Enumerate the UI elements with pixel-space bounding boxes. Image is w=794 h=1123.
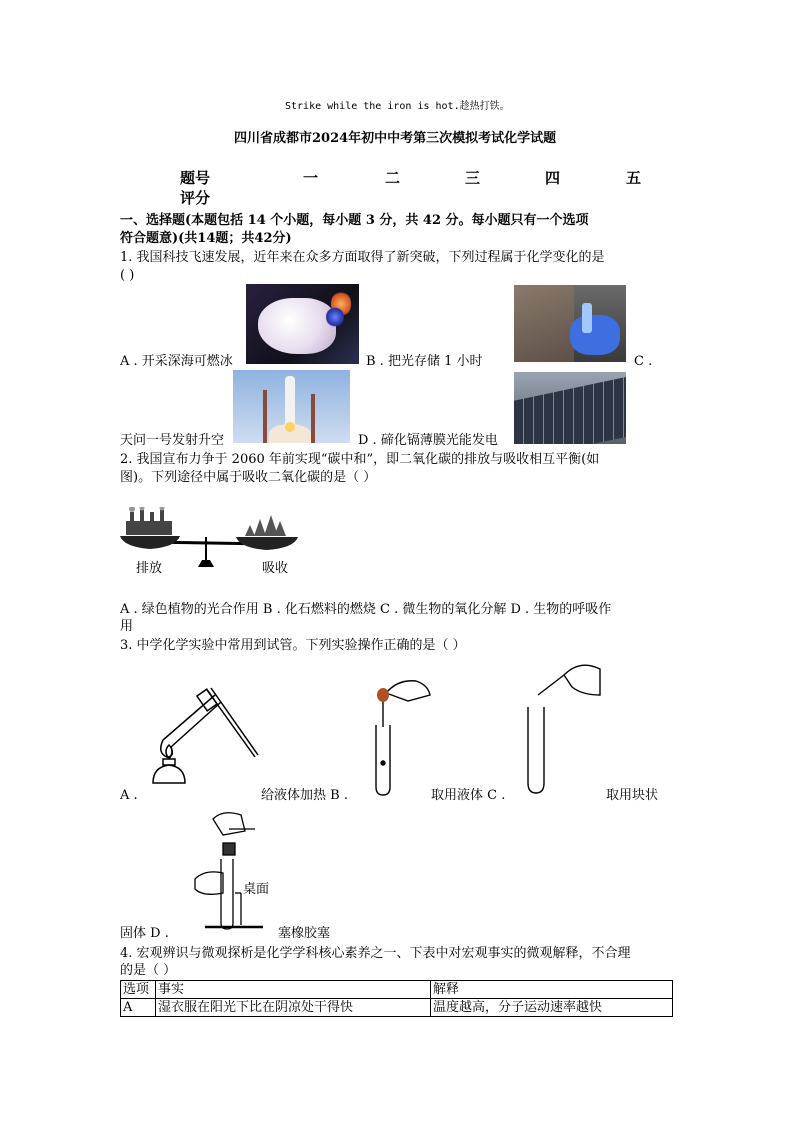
score-col-1: 一 [303, 169, 319, 187]
forest-icon [245, 515, 286, 536]
score-row-label-number: 题号 [180, 169, 211, 187]
q3-option-b-label: 取用液体 C . [431, 788, 506, 803]
score-row-label-score: 评分 [180, 189, 211, 207]
score-col-2: 二 [385, 169, 401, 187]
q1-option-a: A . 开采深海可燃冰 [120, 354, 233, 369]
q2-options-line1: A . 绿色植物的光合作用 B . 化石燃料的燃烧 C . 微生物的氧化分解 D . 生物的呼吸作 [120, 602, 612, 617]
q1-stem-line1: 1. 我国科技飞速发展，近年来在众多方面取得了新突破，下列过程属于化学变化的是 [120, 250, 605, 265]
q3-option-c-continued: 固体 D . [120, 926, 169, 941]
right-pan [236, 537, 298, 550]
label-emit: 排放 [136, 561, 163, 576]
q3-option-d-label: 塞橡胶塞 [278, 926, 331, 941]
q4-stem-line2: 的是（ ） [120, 963, 177, 978]
q4-stem-line1: 4. 宏观辨识与微观探析是化学学科核心素养之一、下表中对宏观事实的微观解释，不合理 [120, 946, 631, 961]
heating-liquid-figure [145, 685, 260, 795]
score-col-4: 四 [545, 169, 561, 187]
score-col-5: 五 [626, 169, 642, 187]
combustible-ice-image [246, 284, 359, 364]
table-cell-option: A [121, 999, 156, 1017]
q4-table [120, 980, 673, 1017]
label-absorb: 吸收 [262, 561, 289, 576]
section1-heading-line2: 符合题意)(共14题；共42分) [120, 231, 292, 246]
q1-option-b: B . 把光存储 1 小时 [366, 354, 483, 369]
q3-option-a-label: 给液体加热 B . [261, 788, 348, 803]
q3-option-a-prefix: A . [120, 788, 138, 803]
table-header-fact: 事实 [156, 981, 431, 999]
table-row [121, 999, 673, 1017]
solar-panel-image [514, 372, 626, 444]
exam-title: 四川省成都市2024年初中中考第三次模拟考试化学试题 [234, 131, 557, 146]
q2-stem-line1: 2. 我国宣布力争于 2060 年前实现“碳中和”，即二氧化碳的排放与吸收相互平衡(如 [120, 452, 600, 467]
q2-stem-line2: 图)。下列途径中属于吸收二氧化碳的是（ ） [120, 470, 377, 485]
q3-option-c-label: 取用块状 [606, 788, 659, 803]
left-pan [120, 536, 180, 549]
header-motto: Strike while the iron is hot.趁热打铁。 [285, 101, 510, 112]
section1-heading-line1: 一、选择题(本题包括 14 个小题，每小题 3 分，共 42 分。每小题只有一个选项 [120, 213, 589, 228]
table-header-explanation: 解释 [431, 981, 673, 999]
q1-option-d: D . 碲化镉薄膜光能发电 [358, 433, 498, 448]
rubber-stopper-figure [183, 807, 268, 935]
table-header-option: 选项 [121, 981, 156, 999]
block-solid-figure [522, 655, 604, 797]
score-col-3: 三 [465, 169, 481, 187]
q1-option-c-prefix: C . [634, 354, 653, 369]
light-storage-image [514, 285, 626, 362]
dropper-liquid-figure [368, 675, 433, 797]
scale-base [198, 560, 214, 567]
rocket-launch-image [233, 370, 350, 443]
table-cell-explanation: 温度越高，分子运动速率越快 [431, 999, 673, 1017]
factory-icon [126, 507, 172, 535]
table-header-row [121, 981, 673, 999]
desk-label: 桌面 [243, 882, 270, 897]
q2-options-line2: 用 [120, 619, 134, 634]
q3-stem: 3. 中学化学实验中常用到试管。下列实验操作正确的是（ ） [120, 638, 466, 653]
q1-option-c: 天问一号发射升空 [120, 433, 225, 448]
q1-stem-line2: ( ) [120, 268, 135, 283]
table-cell-fact: 湿衣服在阳光下比在阴凉处干得快 [156, 999, 431, 1017]
